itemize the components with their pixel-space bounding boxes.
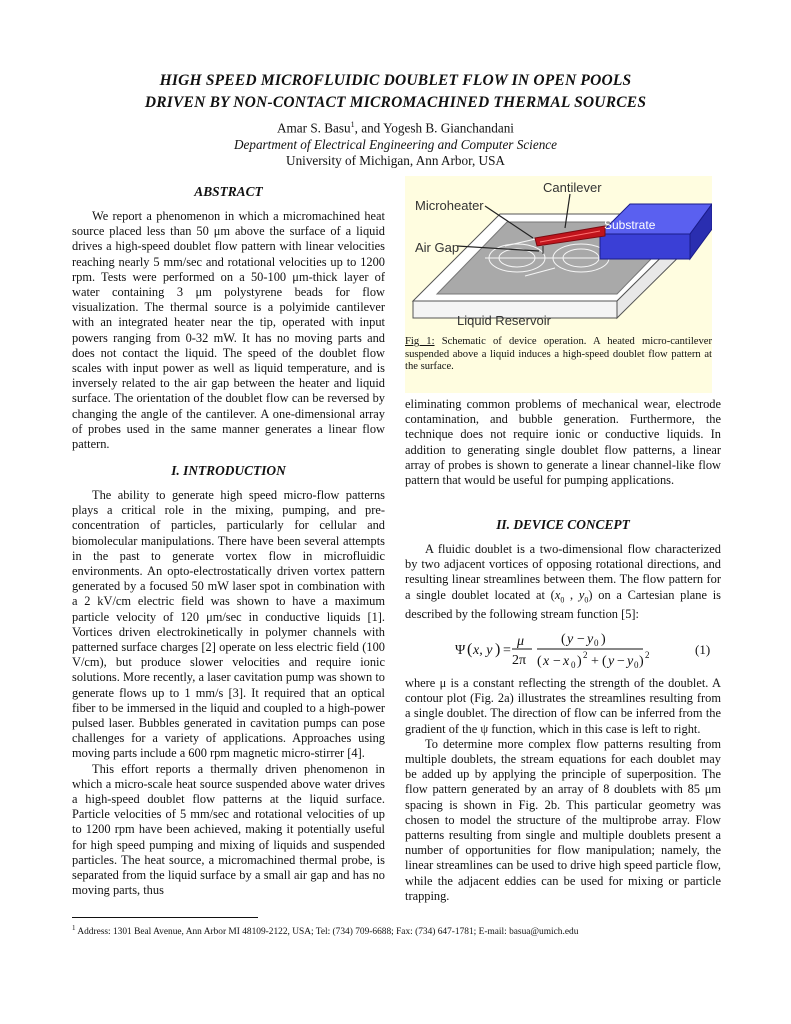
- intro-heading: I. INTRODUCTION: [171, 463, 286, 478]
- footnote: [72, 924, 722, 937]
- svg-text:): ): [495, 641, 501, 658]
- svg-text:2: 2: [583, 650, 588, 660]
- svg-text:y: y: [587, 632, 594, 647]
- caption-text: Schematic of device operation. A heated micro-cantilever suspended above a liquid induces a high-speed doublet flow pattern at the surface.: [405, 336, 712, 373]
- department: Department of Electrical Engineering and Computer Science: [233, 137, 558, 152]
- abstract-body: [72, 209, 385, 452]
- svg-text:): ): [601, 632, 606, 647]
- footnote-text: Address: 1301 Beal Avenue, Ann Arbor MI 48109-2122, USA; Tel: (734) 709-6688; Fax: (734) 647-1781; E-mail: basua@umich.edu: [75, 927, 579, 938]
- svg-text:(: (: [561, 632, 566, 647]
- svg-text:y: y: [608, 654, 615, 669]
- svg-text:=: =: [503, 643, 511, 658]
- svg-text:2: 2: [645, 650, 650, 660]
- sub-y0: 0: [584, 595, 589, 605]
- svg-text:Ψ: Ψ: [455, 643, 466, 658]
- svg-text:x: x: [543, 654, 550, 669]
- svg-text:+: +: [591, 654, 599, 669]
- device-body-1: [405, 542, 721, 622]
- stream-function-equation: [405, 628, 721, 672]
- label-microheater: Microheater: [415, 198, 484, 213]
- paper-title-line2: DRIVEN BY NON-CONTACT MICROMACHINED THERMAL SOURCES: [144, 94, 647, 111]
- svg-text:y: y: [567, 632, 574, 647]
- svg-text:(: (: [467, 641, 473, 658]
- footnote-rule: [72, 917, 258, 918]
- svg-text:x: x: [563, 654, 570, 669]
- var-x: x: [554, 587, 561, 602]
- device-schematic: [405, 176, 712, 334]
- device-p1-text: A fluidic doublet is a two-dimensional flow characterized by two adjacent vortices of opposing rotational directions, and resulting linear streamlines between them. The flow pattern for a single doublet located at (: [405, 542, 721, 602]
- label-cantilever: Cantilever: [543, 180, 602, 195]
- device-body-2: [405, 676, 721, 904]
- university: University of Michigan, Ann Arbor, USA: [286, 153, 505, 168]
- svg-text:0: 0: [594, 638, 599, 648]
- device-paragraph-1: [405, 542, 721, 622]
- footnote-mark: 1: [72, 924, 76, 932]
- substrate-front: [600, 234, 690, 259]
- svg-text:0: 0: [634, 660, 639, 670]
- svg-text:): ): [639, 654, 644, 669]
- sub-x0: 0: [560, 595, 565, 605]
- abstract-heading: ABSTRACT: [194, 184, 263, 199]
- author-rest: , and Yogesh B. Gianchandani: [354, 120, 514, 136]
- svg-text:(: (: [602, 654, 607, 669]
- svg-text:−: −: [553, 654, 561, 669]
- device-p1-tail: ) on a Cartesian plane is described by the following stream function [5]:: [405, 587, 721, 622]
- comma: ,: [564, 587, 579, 602]
- equation-1: [405, 628, 721, 672]
- intro-paragraph-1: The ability to generate high speed micro-flow patterns plays a critical role in the mixing, pumping, and pre-concentration of particles, particularly for cellular and biomolecular manipulations. There have been several attempts in the past to generate vortex flow in microfluidic environments. An opto-electrostatically driven vortex pattern generated by a focused 50 mW laser spot in combination with a 2 kV/cm electric field was shown to have a maximum particle velocity of 120 μm/sec in conductive liquids [1]. Vortices driven electrokinetically in polymer channels with patterned surface charges [2] operate on less electric field (100 V/cm), but produce slower velocities and require ionic solutions. More recently, a laser cavitation pump was shown to generate flows up to 1 mm/s [3]. It required that an optical fiber to be immersed in the liquid and coupled to a high-power pulsed laser. Bubbles generated in cavitation pumps can pose challenges for a variety of applications. Approaches using moving parts include a 600 rpm magnetic micro-stirrer [4].: [72, 488, 385, 761]
- device-paragraph-2: where μ is a constant reflecting the strength of the doublet. A contour plot (Fig. 2a) illustrates the streamlines resulting from a single doublet. The direction of flow can be inferred from the gradient of the ψ function, which in this case is left to right.: [405, 676, 721, 736]
- label-substrate: Substrate: [604, 218, 656, 232]
- svg-text:0: 0: [571, 660, 576, 670]
- svg-text:(: (: [537, 654, 542, 669]
- svg-text:−: −: [617, 654, 625, 669]
- svg-text:−: −: [577, 632, 585, 647]
- device-paragraph-3: To determine more complex flow patterns resulting from multiple doublets, the stream equations for each doublet may be added up by applying the principle of superposition. The flow pattern generated by an array of 8 doublets with 85 μm spacing is shown in Fig. 2b. This particular geometry was chosen to model the structure of the multiprobe array. Flow patterns resulting from single and multiple doublets present a number of opportunities for flow manipulation; namely, the linear streamlines can be used to drive high speed particle flow, while the adjacent eddies can be used for mixing or particle trapping.: [405, 736, 721, 903]
- paper-title-line1: HIGH SPEED MICROFLUIDIC DOUBLET FLOW IN OPEN POOLS: [159, 72, 632, 89]
- intro-body: [72, 488, 385, 898]
- label-air-gap: Air Gap: [415, 240, 460, 255]
- abstract-text: We report a phenomenon in which a micromachined heat source placed less than 50 μm above the surface of a liquid drives a high-speed doublet flow pattern with linear velocities reaching nearly 5 mm/sec and rotational velocities up to 1200 rpm. Tests were performed on a 50-100 μm-thick layer of water containing 3 μm polystyrene beads for flow visualization. The thermal source is a polyimide cantilever with an integrated heater near the tip, operated with input powers ranging from 0-32 mW. It has no moving parts and does not contact the liquid. The speed of the doublet flow scales with input power as well as liquid temperature, and is inversely related to the air gap between the heater and liquid surface. The orientation of the doublet flow can be reversed by changing the angle of the cantilever. A one-dimensional array of probes used in the same manner generates a linear flow pattern.: [72, 209, 385, 452]
- var-y: y: [578, 587, 585, 602]
- figure-1: [405, 176, 712, 393]
- caption-ref: Fig 1:: [405, 336, 435, 347]
- author-footnote-mark: 1: [350, 120, 355, 129]
- svg-text:2π: 2π: [512, 653, 527, 668]
- svg-text:x, y: x, y: [473, 643, 493, 658]
- device-heading: II. DEVICE CONCEPT: [496, 517, 630, 532]
- intro-paragraph-3: eliminating common problems of mechanical wear, electrode contamination, and bubble generation. Furthermore, the technique does not require ionic or conductive liquids. In addition to generating single doublet flow patterns, a linear array of probes is shown to generate a linear channel-like flow pattern that would be useful for pumping applications.: [405, 397, 721, 488]
- author-basu: Amar S. Basu: [277, 120, 351, 136]
- svg-text:μ: μ: [517, 634, 525, 649]
- svg-text:): ): [577, 654, 582, 669]
- svg-text:y: y: [627, 654, 634, 669]
- intro-continued: [405, 397, 721, 488]
- author-line: [0, 120, 791, 136]
- figure-1-caption: [405, 336, 712, 374]
- label-reservoir: Liquid Reservoir: [457, 313, 551, 328]
- equation-number: (1): [695, 642, 711, 657]
- intro-paragraph-2: This effort reports a thermally driven phenomenon in which a micro-scale heat source suspended above water drives a high-speed doublet flow patterns at the liquid surface. Particle velocities of 5 mm/sec and rotational velocities of up to 1200 rpm have been achieved, making it potentially useful for high speed pumping and mixing of liquids and suspended particles. The heat source, a micromachined thermal probe, is separated from the liquid surface by a small air gap and has no moving parts, thus: [72, 761, 385, 898]
